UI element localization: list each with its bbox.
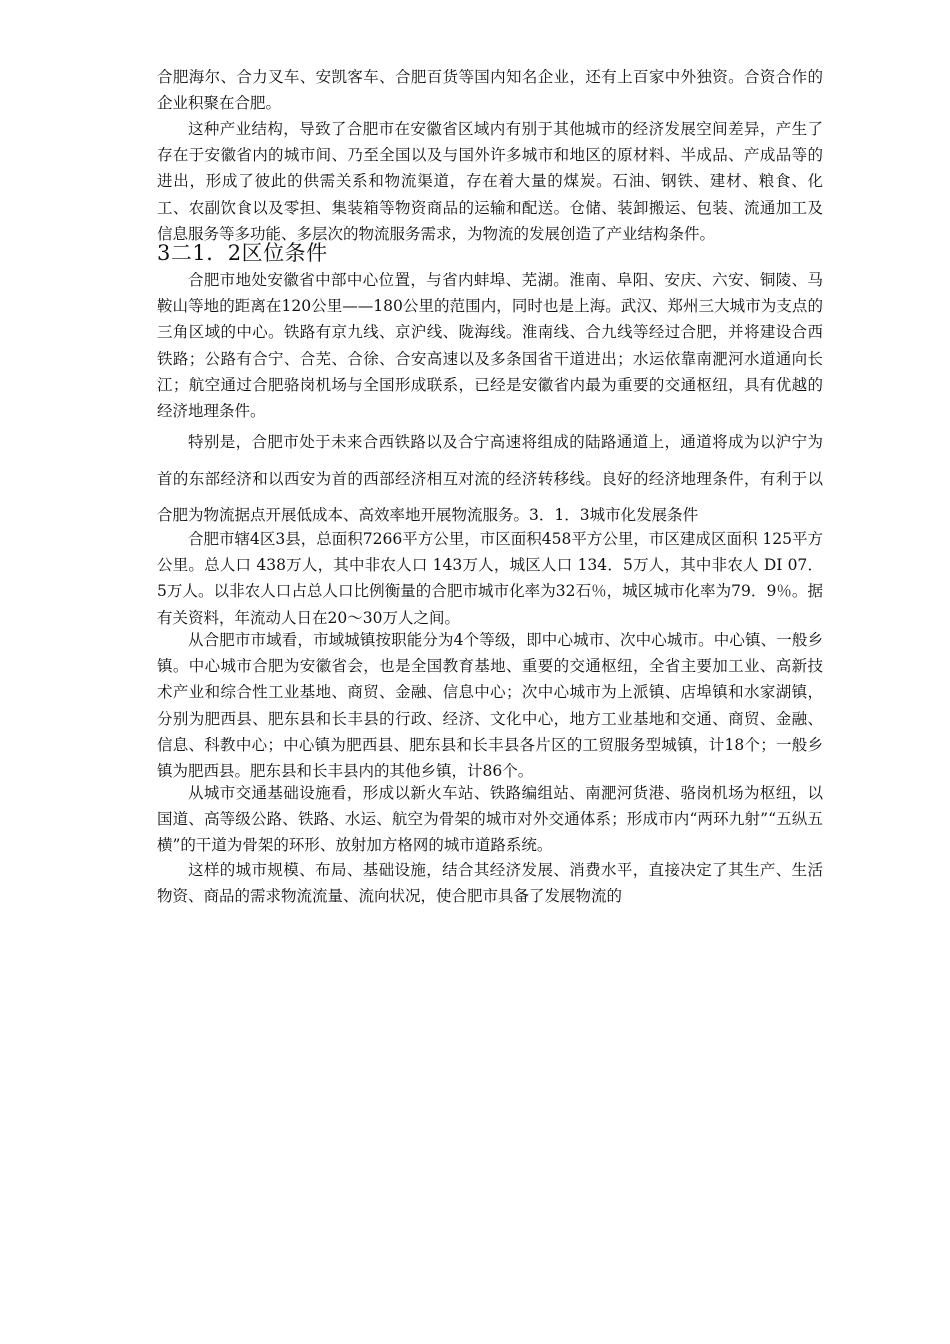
paragraph-transport: 从城市交通基础设施看，形成以新火车站、铁路编组站、南淝河货港、骆岗机场为枢纽，以国道、高等级公路、铁路、水运、航空为骨架的城市对外交通体系；形成市内“两环九射”“五纵五横”的干道为骨架的环形、放射加方格网的城市道路系统。: [157, 784, 823, 855]
paragraph-urbanization: 合肥市辖4区3县，总面积7266平方公里，市区面积458平方公里，市区建成区面积 125平方公里。总人口 438万人，其中非农人口 143万人，城区人口 134．5万人，其中非农人 DI 07．5万人。以非农人口占总人口比例衡量的合肥市城市化率为32石％，城区城市化率为79．9％。据有关资料，年流动人日在20～30万人之间。: [157, 530, 823, 627]
paragraph-city-scale: 这样的城市规模、布局、基础设施，结合其经济发展、消费水平，直接决定了其生产、生活物资、商品的需求物流流量、流向状况，使合肥市具备了发展物流的: [157, 861, 823, 906]
paragraph-location: 合肥市地处安徽省中部中心位置，与省内蚌埠、芜湖。淮南、阜阳、安庆、六安、铜陵、马鞍山等地的距离在120公里——180公里的范围内，同时也是上海。武汉、郑州三大城市为支点的三角区域的中心。铁路有京九线、京沪线、陇海线。淮南线、合九线等经过合肥，并将建设合西铁路；公路有合宁、合芜、合徐、合安高速以及多条国省干道进出；水运依靠南淝河水道通向长江；航空通过合肥骆岗机场与全国形成联系，已经是安徽省内最为重要的交通枢纽，具有优越的经济地理条件。: [157, 271, 823, 421]
paragraph-corridor: 特别是，合肥市处于未来合西铁路以及合宁高速将组成的陆路通道上，通道将成为以沪宁为首的东部经济和以西安为首的西部经济相互对流的经济转移线。良好的经济地理条件，有利于以合肥为物流据点开展低成本、高效率地开展物流服务。3．1．3城市化发展条件: [157, 433, 823, 524]
paragraph-enterprises: 合肥海尔、合力叉车、安凯客车、合肥百货等国内知名企业，还有上百家中外独资。合资合作的企业积聚在合肥。: [157, 68, 823, 113]
section-heading-location: 3二1．2区位条件: [157, 241, 328, 265]
paragraph-town-levels: 从合肥市市域看，市域城镇按职能分为4个等级，即中心城市、次中心城市。中心镇、一般乡镇。中心城市合肥为安徽省会，也是全国教育基地、重要的交通枢纽，全省主要加工业、高新技术产业和综合性工业基地、商贸、金融、信息中心；次中心城市为上派镇、店埠镇和水家湖镇，分别为肥西县、肥东县和长丰县的行政、经济、文化中心，地方工业基地和交通、商贸、金融、信息、科教中心；中心镇为肥西县、肥东县和长丰县各片区的工贸服务型城镇，计18个；一般乡镇为肥西县。肥东县和长丰县内的其他乡镇，计86个。: [157, 631, 823, 781]
paragraph-industrial-structure: 这种产业结构，导致了合肥市在安徽省区域内有别于其他城市的经济发展空间差异，产生了存在于安徽省内的城市间、乃至全国以及与国外许多城市和地区的原材料、半成品、产成品等的进出，形成了彼此的供需关系和物流渠道，存在着大量的煤炭。石油、钢铁、建材、粮食、化工、农副饮食以及零担、集装箱等物资商品的运输和配送。仓储、装卸搬运、包装、流通加工及信息服务等多功能、多层次的物流服务需求，为物流的发展创造了产业结构条件。: [157, 120, 823, 243]
